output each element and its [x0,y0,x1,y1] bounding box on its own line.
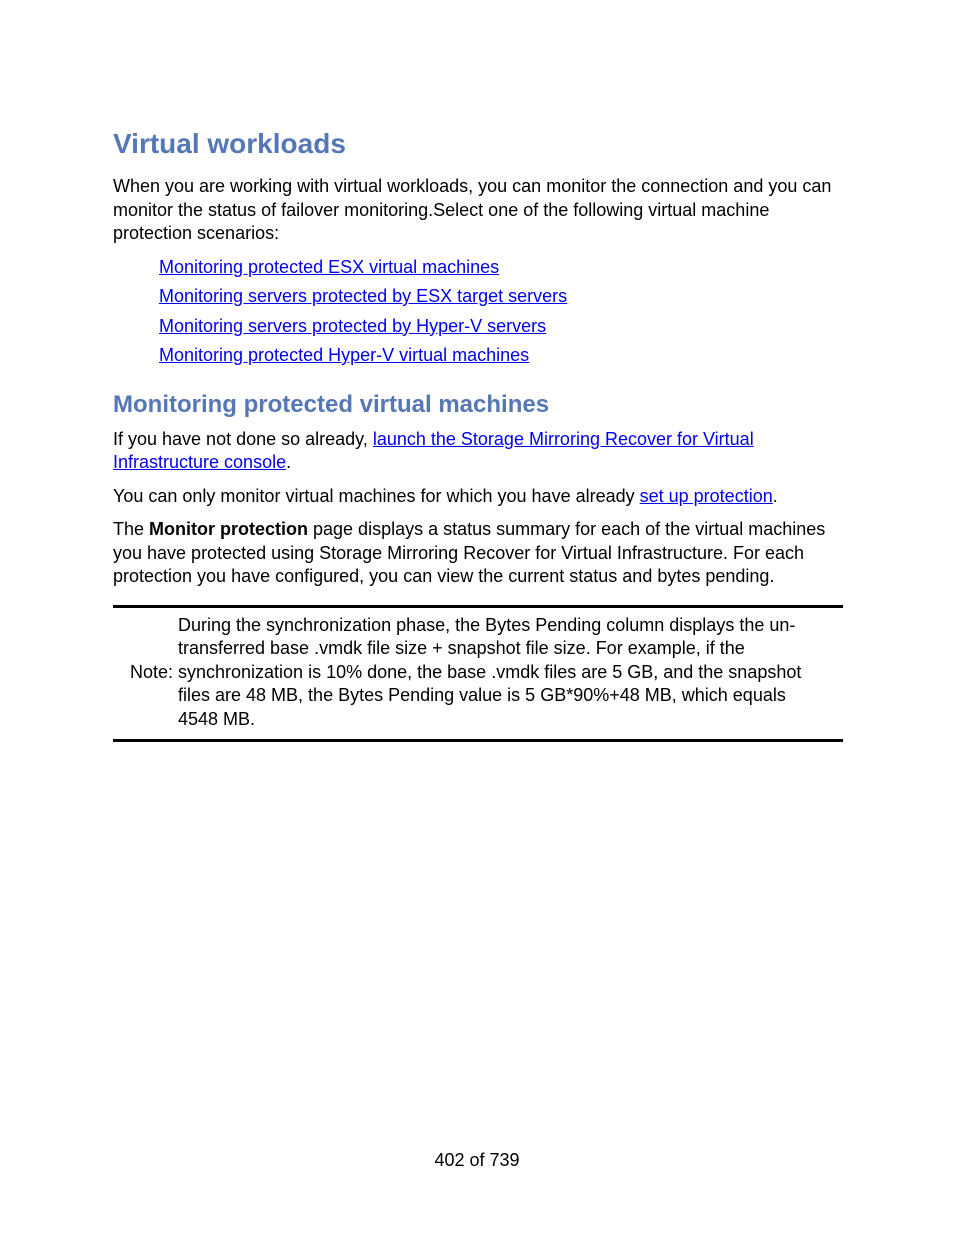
document-content [113,126,843,742]
monitor-protection-paragraph [113,518,843,589]
list-item [159,315,843,345]
list-item [159,344,843,374]
launch-console-paragraph [113,428,843,475]
note-label [113,661,178,685]
setup-protection-paragraph [113,485,843,509]
note-label-text: Note: [129,661,173,682]
paragraph-text: . [286,452,292,472]
note-box [113,605,843,743]
link-esx-virtual-machines[interactable]: Monitoring protected ESX virtual machines [159,256,500,277]
list-item [159,285,843,315]
paragraph-text: . [772,485,778,506]
note-text: During the synchronization phase, the Bytes Pending column displays the un-transferred base .vmdk file size + snapshot file size. For example, if the synchronization is 10% done, the base .vmdk files are 5 GB, and the snapshot files are 48 MB, the Bytes Pending value is 5 GB*90%+48 MB, which equals 4548 MB. [178,614,802,729]
launch-console-link[interactable]: launch the Storage Mirroring Recover for Virtual Infrastructure console [113,428,754,472]
section-heading: Monitoring protected virtual machines [113,390,550,418]
page-number: 402 of 739 [434,1150,520,1170]
scenario-link-list [113,256,843,374]
link-hyper-v-virtual-machines[interactable]: Monitoring protected Hyper-V virtual machines [159,345,530,365]
paragraph-text: page displays a status summary for each of the virtual machines you have protected using Storage Mirroring Recover for Virtual Infrastructure. For each protection you have configured, you can view the current status and bytes pending. [113,519,826,586]
paragraph-text: You can only monitor virtual machines for which you have already [113,485,640,506]
paragraph-text: The [113,519,150,539]
set-up-protection-link[interactable]: set up protection [639,485,773,506]
paragraph-text: If you have not done so already, [113,428,373,449]
intro-paragraph: When you are working with virtual workloads, you can monitor the connection and you can monitor the status of failover monitoring.Select one of the following virtual machine protection scenarios: [113,176,832,243]
link-hyper-v-servers[interactable]: Monitoring servers protected by Hyper-V servers [159,315,547,336]
list-item [159,256,843,286]
link-esx-target-servers[interactable]: Monitoring servers protected by ESX target servers [159,286,568,306]
monitor-protection-bold: Monitor protection [149,519,309,539]
page-title: Virtual workloads [113,128,346,159]
